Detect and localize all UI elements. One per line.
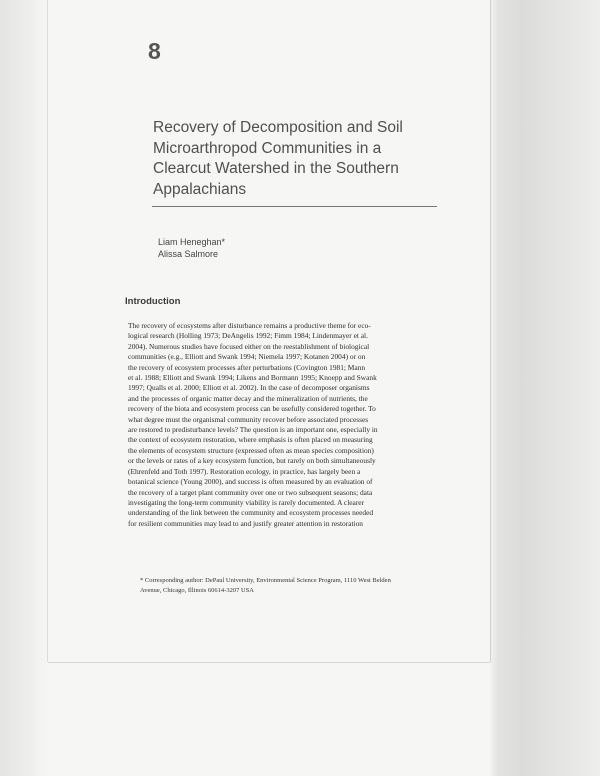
- text-line: for resilient communities may lead to and justify greater attention in restoration: [128, 518, 363, 528]
- text-line: and the processes of organic matter decay and the mineralization of nutrients, the: [128, 393, 368, 403]
- text-line: the context of ecosystem restoration, where emphasis is often placed on measuring: [128, 435, 373, 445]
- text-line: understanding of the link between the community and ecosystem processes needed: [128, 508, 374, 518]
- author-list: [158, 236, 225, 260]
- scan-shadow-right: [490, 0, 600, 776]
- page-edge-right: [490, 0, 491, 662]
- chapter-title-line: Clearcut Watershed in the Southern: [153, 160, 399, 177]
- section-heading: Introduction: [125, 296, 181, 307]
- body-paragraph: [128, 321, 458, 529]
- author-name: Alissa Salmore: [158, 249, 219, 259]
- chapter-title-line: Appalachians: [153, 180, 247, 198]
- author-name: Liam Heneghan*: [158, 237, 226, 247]
- text-line: et al. 1988; Elliott and Swank 1994; Likens and Bormann 1995; Knoepp and Swank: [128, 373, 377, 383]
- text-line: the elements of ecosystem structure (expressed often as mean species composition): [128, 445, 374, 455]
- text-line: botanical science (Young 2000), and success is often measured by an evaluation of: [128, 477, 373, 487]
- page-edge-left: [47, 0, 48, 662]
- chapter-title: [153, 118, 453, 200]
- scan-shadow-left: [0, 0, 48, 776]
- text-line: are restored to predisturbance levels? The question is an important one, especially in: [128, 425, 378, 435]
- text-line: the recovery of ecosystem processes after perturbations (Covington 1981; Mann: [128, 362, 366, 372]
- chapter-title-line: Recovery of Decomposition and Soil: [153, 119, 403, 136]
- footnote-line: * Corresponding author: DePaul University, Environmental Science Program, 1110 West Belden: [140, 577, 391, 584]
- text-line: 2004). Numerous studies have focused either on the reestablishment of biological: [128, 341, 370, 351]
- page-bottom-edge: [48, 662, 490, 663]
- text-line: investigating the long-term community viability is rarely documented. A clearer: [128, 497, 365, 507]
- title-divider: [152, 206, 437, 207]
- footnote-line: Avenue, Chicago, Illinois 60614-3207 USA: [140, 586, 254, 594]
- text-line: logical research (Holling 1973; DeAngelis 1992; Fimm 1984; Lindenmayer et al.: [128, 331, 368, 341]
- text-line: (Ehrenfeld and Toth 1997). Restoration ecology, in practice, has largely been a: [128, 466, 361, 476]
- text-line: communities (e.g., Elliott and Swank 1994; Niemela 1997; Kotanen 2004) or on: [128, 352, 366, 362]
- chapter-title-line: Microarthropod Communities in a: [153, 139, 382, 157]
- chapter-number: 8: [148, 38, 161, 64]
- text-line: the recovery of a target plant community over one or two subsequent seasons; data: [128, 487, 373, 497]
- text-line: or the levels or rates of a key ecosystem function, but rarely on both simultaneously: [128, 456, 376, 466]
- text-line: what degree must the organismal community recover before associated processes: [128, 414, 369, 424]
- text-line: recovery of the biota and ecosystem process can be usefully considered together. To: [128, 404, 376, 414]
- text-line: The recovery of ecosystems after disturbance remains a productive theme for eco-: [128, 321, 371, 330]
- text-line: 1997; Qualls et al. 2000; Elliott et al. 2002). In the case of decomposer organisms: [128, 383, 370, 393]
- footnote: [140, 576, 391, 595]
